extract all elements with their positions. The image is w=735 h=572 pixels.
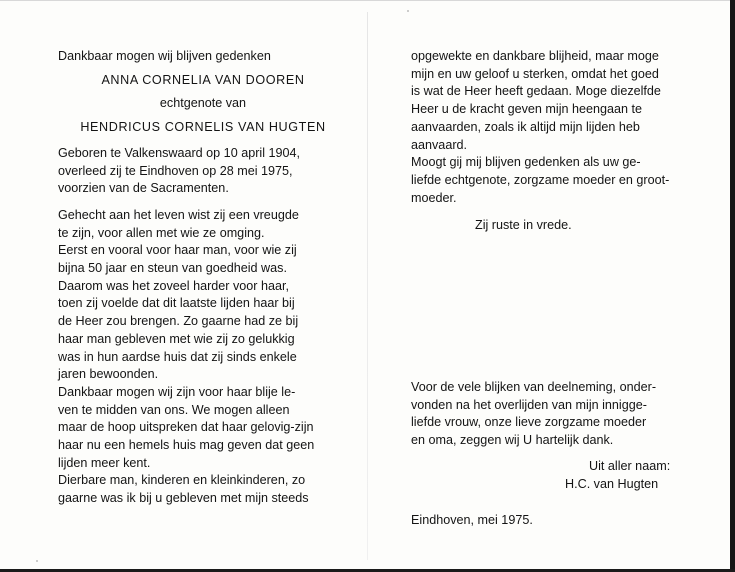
body-line: de Heer zou brengen. Zo gaarne had ze bij	[58, 314, 299, 329]
thanks-block	[411, 379, 711, 450]
place-date: Eindhoven, mei 1975.	[411, 513, 533, 527]
speck	[407, 10, 409, 12]
husband-name: HENDRICUS CORNELIS VAN HUGTEN	[80, 120, 326, 135]
body-line: aanvaarden, zoals ik altijd mijn lijden heb	[411, 119, 640, 134]
body-line: aanvaard.	[411, 137, 468, 152]
body-line: was in hun aardse huis dat zij sinds enkele	[58, 349, 297, 364]
body-line: toen zij voelde dat dit laatste lijden haar bij	[58, 296, 295, 311]
body-line: Heer u de kracht geven mijn heengaan te	[411, 102, 643, 117]
body-line: opgewekte en dankbare blijheid, maar moge	[411, 49, 659, 63]
body-line: maar de hoop uitspreken dat haar gelovig-zijn	[58, 420, 314, 435]
birth-line: overleed zij te Eindhoven op 28 mei 1975,	[58, 163, 293, 178]
body-line: jaren bewoonden.	[58, 367, 159, 382]
signature-block	[565, 458, 705, 493]
spouse-of-line: echtgenote van	[159, 96, 247, 111]
body-line: te zijn, voor allen met wie ze omging.	[58, 225, 265, 240]
body-line: bijna 50 jaar en steun van goedheid was.	[58, 261, 287, 276]
body-line: Daarom was het zoveel harder voor haar,	[58, 278, 290, 293]
birth-line: voorzien van de Sacramenten.	[58, 181, 229, 196]
left-column	[58, 48, 348, 508]
rest-in-peace-line: Zij ruste in vrede.	[475, 218, 572, 233]
right-edge	[730, 0, 735, 572]
body-line: mijn en uw geloof u sterken, omdat het goed	[411, 66, 659, 81]
body-line: ven te midden van ons. We mogen alleen	[58, 402, 290, 417]
thanks-line: vonden na het overlijden van mijn innigge-	[411, 397, 647, 412]
thanks-line: en oma, zeggen wij U hartelijk dank.	[411, 433, 614, 448]
signature-line: Uit aller naam:	[589, 459, 671, 473]
body-line: moeder.	[411, 190, 457, 205]
center-fold	[367, 12, 368, 560]
body-line: Dankbaar mogen wij zijn voor haar blije le-	[58, 384, 296, 399]
body-line: haar man gebleven met wie zij zo gelukkig	[58, 331, 295, 346]
top-edge	[0, 0, 735, 1]
body-line: liefde echtgenote, zorgzame moeder en groot-	[411, 172, 670, 187]
birth-line: Geboren te Valkenswaard op 10 april 1904,	[58, 145, 301, 160]
signature-line: H.C. van Hugten	[565, 476, 659, 491]
body-line: Moogt gij mij blijven gedenken als uw ge-	[411, 155, 641, 170]
body-line: Eerst en vooral voor haar man, voor wie zij	[58, 243, 297, 258]
thanks-line: Voor de vele blijken van deelneming, onder-	[411, 380, 657, 394]
body-line: gaarne was ik bij u gebleven met mijn steeds	[58, 491, 309, 506]
body-line: haar nu een hemels huis mag geven dat geen	[58, 438, 315, 453]
thanks-line: liefde vrouw, onze lieve zorgzame moeder	[411, 415, 647, 430]
speck	[36, 560, 38, 562]
right-column	[411, 48, 711, 235]
body-line: is wat de Heer heeft gedaan. Moge diezelfde	[411, 84, 661, 99]
deceased-name: ANNA CORNELIA VAN DOOREN	[101, 72, 305, 87]
body-line: Dierbare man, kinderen en kleinkinderen, zo	[58, 473, 306, 488]
intro-line: Dankbaar mogen wij blijven gedenken	[58, 49, 271, 63]
body-line: lijden meer kent.	[58, 455, 151, 470]
body-line: Gehecht aan het leven wist zij een vreugde	[58, 207, 299, 222]
